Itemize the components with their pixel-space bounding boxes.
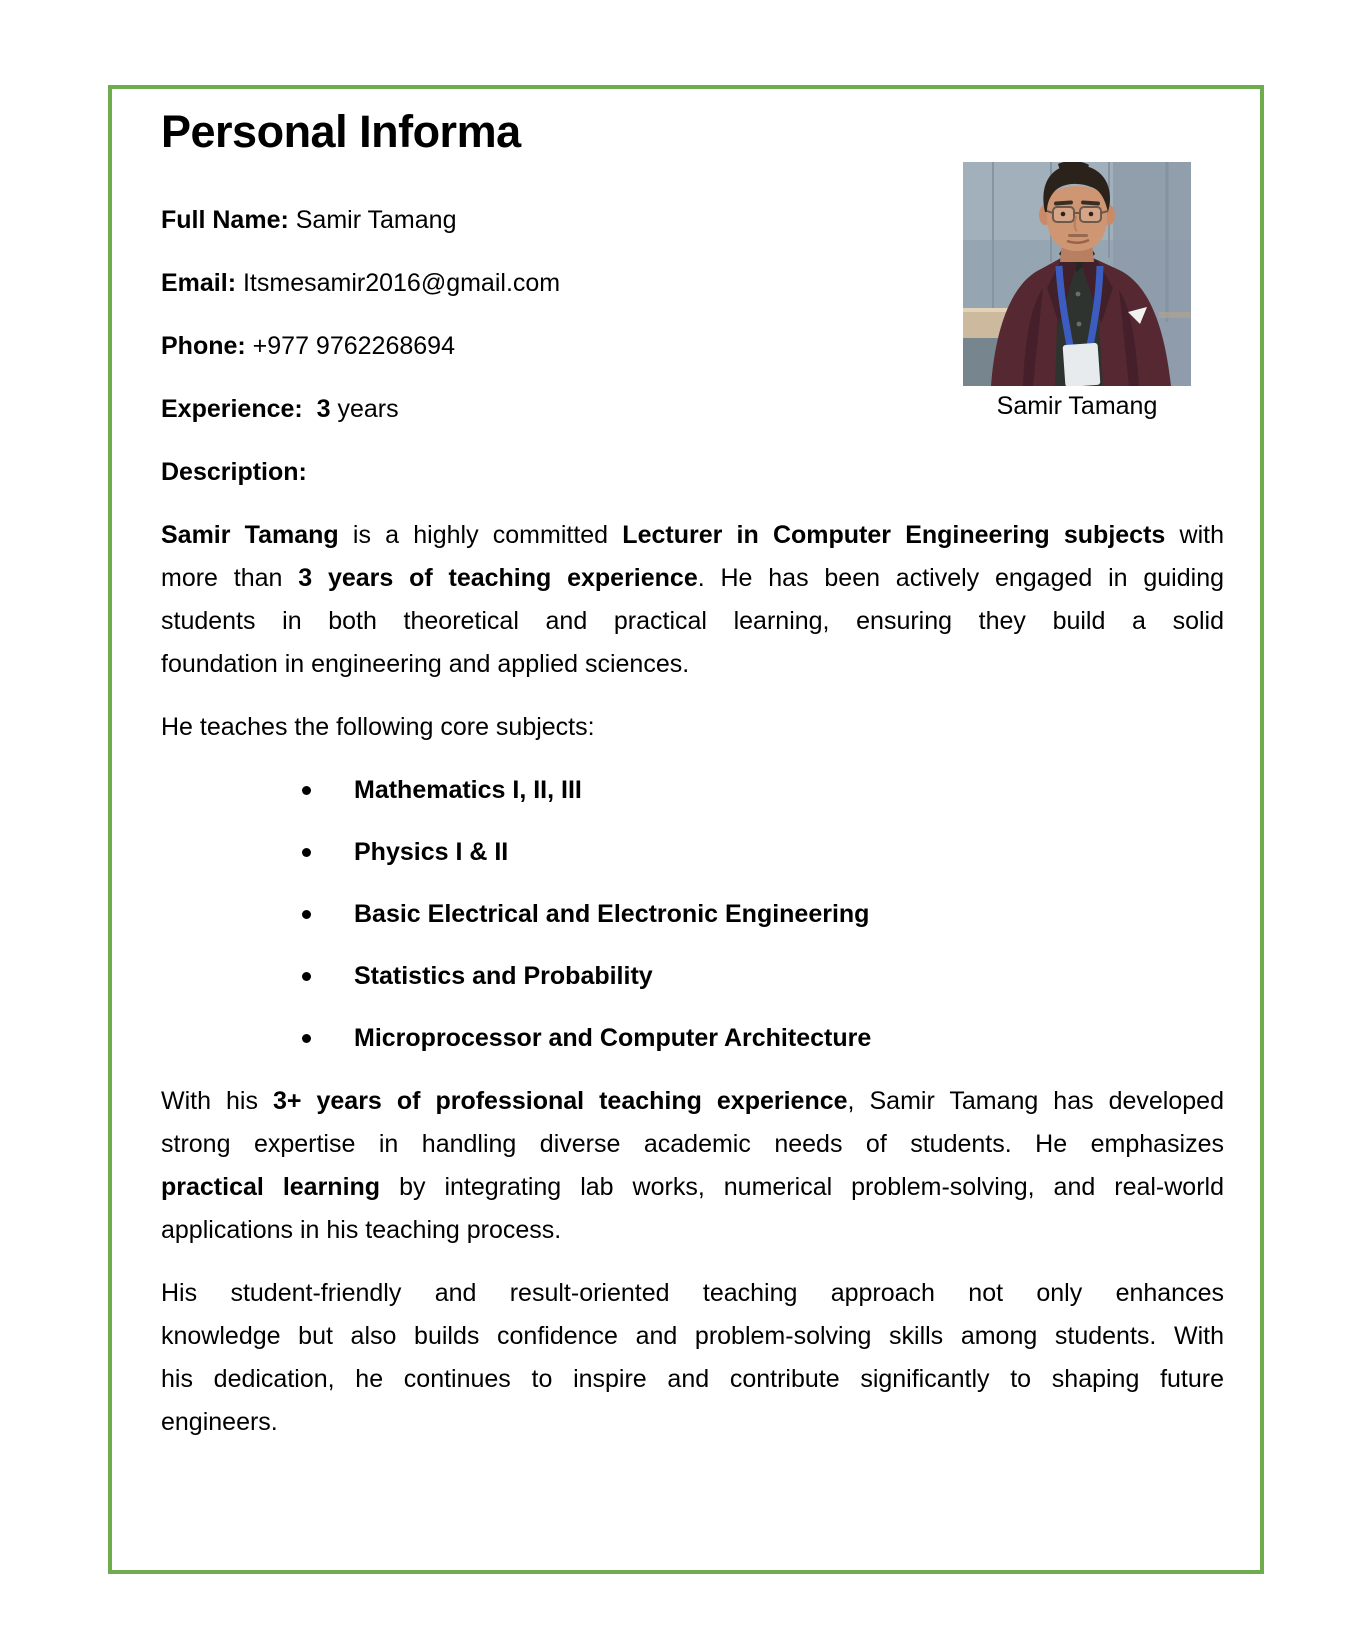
paragraph-description-1	[161, 514, 1224, 686]
text-line	[161, 1272, 1224, 1315]
text-run: . He has been actively engaged in guiding	[697, 564, 1224, 592]
field-email	[161, 262, 1224, 305]
field-experience	[161, 388, 1224, 431]
subject-item: Physics I & II	[161, 831, 1224, 874]
text-run: practical learning	[161, 1173, 381, 1201]
text-run: his dedication, he continues to inspire and contribute significantly to shaping future	[161, 1365, 1224, 1393]
subject-item: Microprocessor and Computer Architecture	[161, 1017, 1224, 1060]
text-run: Itsmesamir2016@gmail.com	[242, 269, 561, 297]
photo-caption: Samir Tamang	[996, 392, 1158, 420]
text-run: is a highly committed	[338, 521, 623, 549]
info-fields	[161, 199, 1224, 494]
text-line	[161, 1123, 1224, 1166]
text-run: Experience: 3	[161, 395, 331, 423]
text-line	[161, 1080, 1224, 1123]
text-run: 3+ years of professional teaching experience	[272, 1087, 848, 1115]
text-run: 3 years of teaching experience	[298, 564, 698, 592]
text-line	[161, 1358, 1224, 1401]
text-run: Samir Tamang	[161, 521, 339, 549]
text-line	[161, 557, 1224, 600]
text-run: with	[1165, 521, 1224, 549]
subjects-intro-line: He teaches the following core subjects:	[161, 713, 595, 741]
field-full-name	[161, 199, 1224, 242]
text-run: by integrating lab works, numerical problem-solving, and real-world	[380, 1173, 1224, 1201]
text-run: Email:	[161, 269, 243, 297]
text-line	[161, 1315, 1224, 1358]
text-run: His student-friendly and result-oriented teaching approach not only enhances	[161, 1279, 1224, 1307]
text-line	[161, 600, 1224, 643]
text-run: +977 9762268694	[252, 332, 455, 360]
field-phone	[161, 325, 1224, 368]
text-run: knowledge but also builds confidence and problem-solving skills among students. With	[161, 1322, 1224, 1350]
paragraph-description-2	[161, 1080, 1224, 1252]
subject-item: Mathematics I, II, III	[161, 769, 1224, 812]
text-run: Lecturer in Computer Engineering subjects	[622, 521, 1166, 549]
text-line	[161, 643, 1224, 686]
document-border-frame	[108, 85, 1264, 1574]
text-run: , Samir Tamang has developed	[847, 1087, 1224, 1115]
text-run: Description:	[161, 458, 307, 486]
subjects-list	[161, 769, 1224, 1060]
text-run: Full Name:	[161, 206, 296, 234]
text-run: engineers.	[161, 1408, 278, 1436]
document-content	[161, 105, 1224, 1464]
subject-item: Basic Electrical and Electronic Engineering	[161, 893, 1224, 936]
text-run: foundation in engineering and applied sciences.	[161, 650, 690, 678]
text-run: With his	[161, 1087, 273, 1115]
text-run: applications in his teaching process.	[161, 1216, 562, 1244]
text-run: students in both theoretical and practical learning, ensuring they build a solid	[161, 607, 1224, 635]
text-run: more than	[161, 564, 299, 592]
text-run: strong expertise in handling diverse academic needs of students. He emphasizes	[161, 1130, 1224, 1158]
text-line	[161, 1209, 1224, 1252]
text-run: Samir Tamang	[295, 206, 457, 234]
text-run: Phone:	[161, 332, 253, 360]
subject-item: Statistics and Probability	[161, 955, 1224, 998]
paragraph-description-3	[161, 1272, 1224, 1444]
text-line	[161, 1401, 1224, 1444]
field-description-label	[161, 451, 1224, 494]
document-title: Personal Informa	[161, 106, 521, 157]
text-line	[161, 514, 1224, 557]
text-line	[161, 1166, 1224, 1209]
text-run: years	[330, 395, 399, 423]
